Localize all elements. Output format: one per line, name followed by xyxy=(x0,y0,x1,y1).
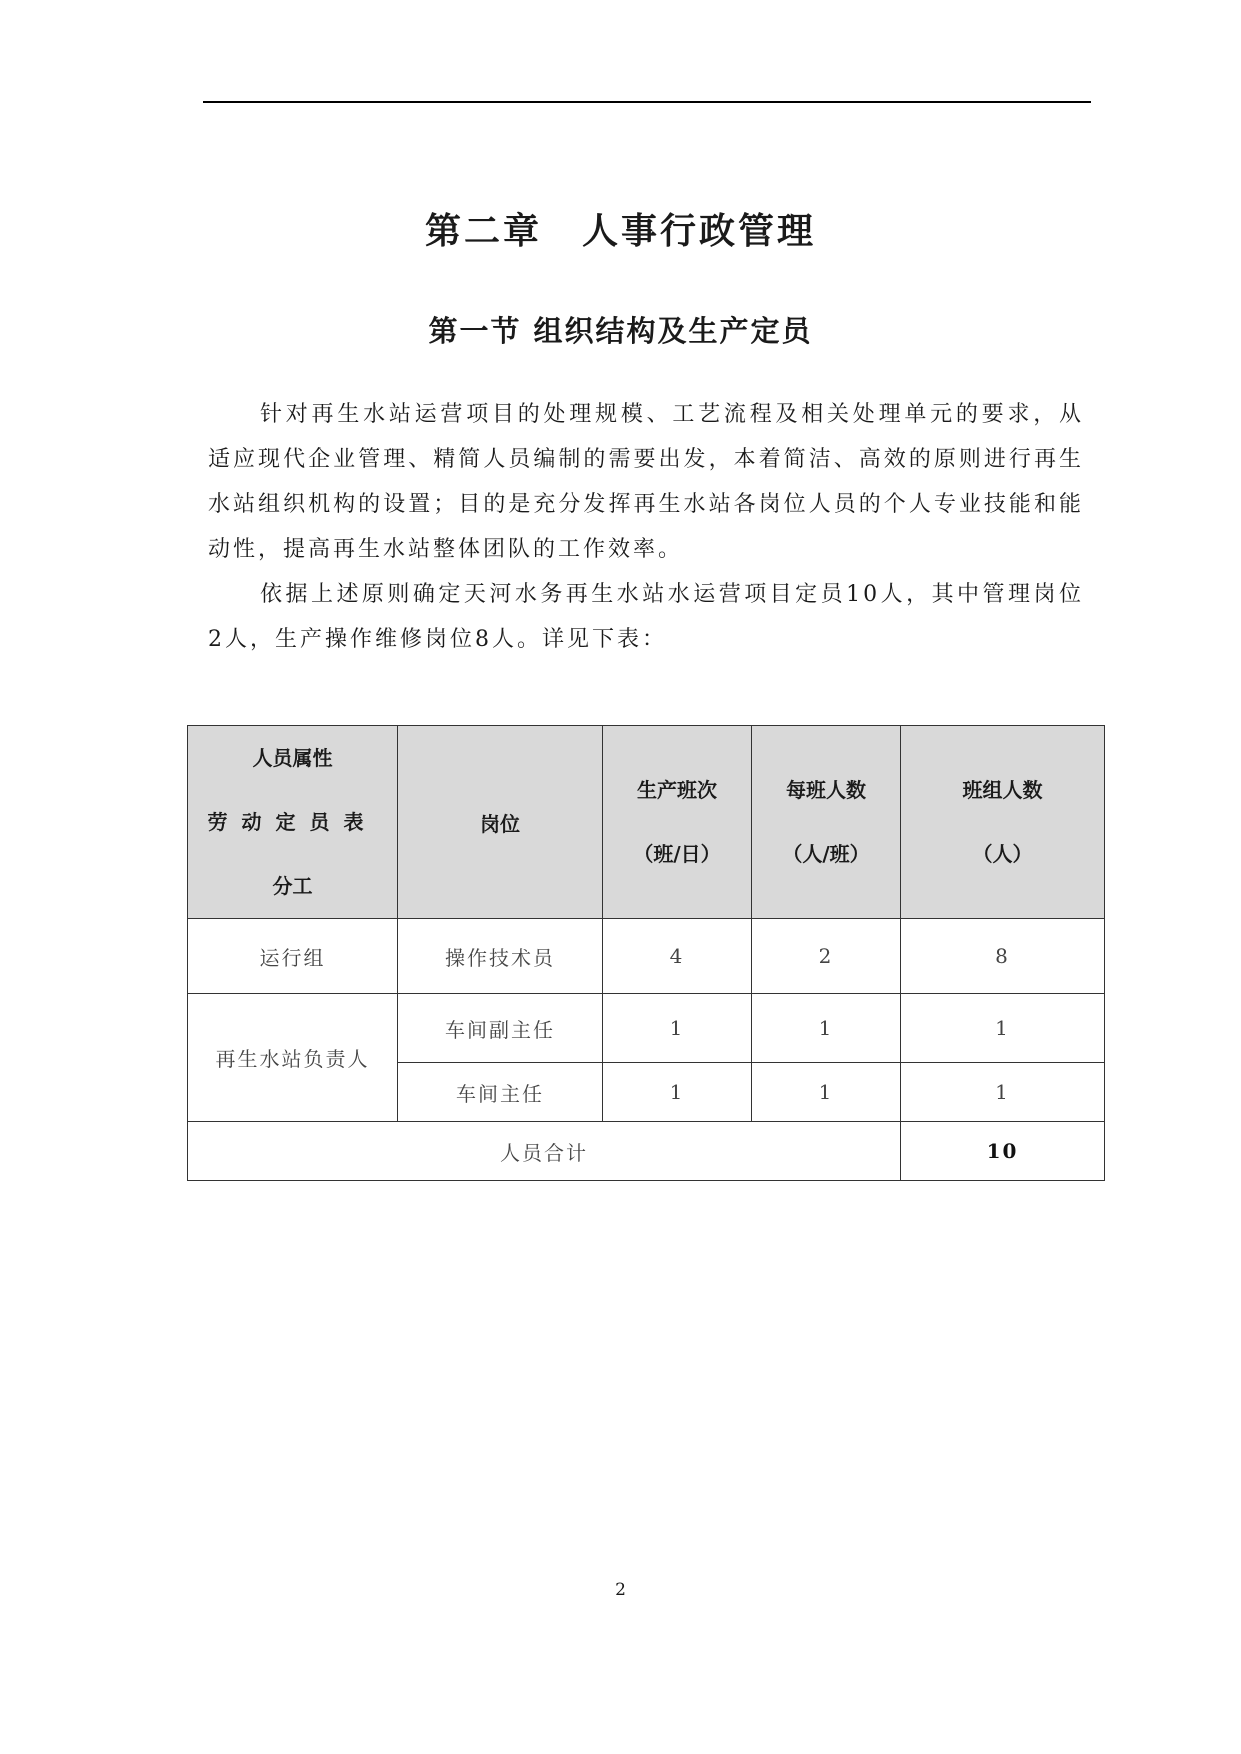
header-team-size xyxy=(901,726,1105,919)
cell-per-shift: 2 xyxy=(752,919,901,994)
cell-per-shift: 1 xyxy=(752,994,901,1063)
chapter-name: 人事行政管理 xyxy=(582,211,817,252)
section-title: 第一节 组织结构及生产定员 xyxy=(428,314,813,348)
header-team-size-line2: （人） xyxy=(972,842,1033,866)
header-attribute-line2: 劳动定员表 xyxy=(207,810,378,834)
header-attribute-line3: 分工 xyxy=(272,874,313,898)
body-text xyxy=(208,392,1084,662)
header-attribute xyxy=(188,726,398,919)
chapter-title xyxy=(0,208,1241,256)
table-total-row xyxy=(188,1122,1105,1181)
paragraph-2: 依据上述原则确定天河水务再生水站水运营项目定员10人，其中管理岗位2人，生产操作维修岗位8人。详见下表： xyxy=(208,582,1084,652)
header-per-shift xyxy=(752,726,901,919)
cell-position: 车间主任 xyxy=(398,1063,603,1122)
table-row xyxy=(188,919,1105,994)
cell-shifts: 4 xyxy=(603,919,752,994)
staffing-table xyxy=(187,725,1105,1181)
chapter-number: 第二章 xyxy=(424,211,542,252)
cell-team-size: 1 xyxy=(901,994,1105,1063)
page-number: 2 xyxy=(615,1580,626,1600)
header-per-shift-line1: 每班人数 xyxy=(786,778,866,802)
cell-position: 车间副主任 xyxy=(398,994,603,1063)
cell-team-size: 8 xyxy=(901,919,1105,994)
paragraph-1: 针对再生水站运营项目的处理规模、工艺流程及相关处理单元的要求，从适应现代企业管理、精简人员编制的需要出发，本着简洁、高效的原则进行再生水站组织机构的设置；目的是充分发挥再生水站各岗位人员的个人专业技能和能动性，提高再生水站整体团队的工作效率。 xyxy=(208,402,1084,562)
header-position: 岗位 xyxy=(398,726,603,919)
header-rule xyxy=(203,101,1091,103)
total-value: 10 xyxy=(901,1122,1105,1181)
cell-per-shift: 1 xyxy=(752,1063,901,1122)
cell-position: 操作技术员 xyxy=(398,919,603,994)
cell-shifts: 1 xyxy=(603,994,752,1063)
header-attribute-line1: 人员属性 xyxy=(252,746,333,770)
table-header-row xyxy=(188,726,1105,919)
total-label: 人员合计 xyxy=(188,1122,901,1181)
header-shifts xyxy=(603,726,752,919)
cell-group: 再生水站负责人 xyxy=(188,994,398,1122)
header-team-size-line1: 班组人数 xyxy=(962,778,1043,802)
header-per-shift-line2: （人/班） xyxy=(782,842,870,866)
header-shifts-line1: 生产班次 xyxy=(637,778,717,802)
cell-team-size: 1 xyxy=(901,1063,1105,1122)
cell-shifts: 1 xyxy=(603,1063,752,1122)
header-shifts-line2: （班/日） xyxy=(633,842,721,866)
cell-group: 运行组 xyxy=(188,919,398,994)
table-row xyxy=(188,994,1105,1063)
